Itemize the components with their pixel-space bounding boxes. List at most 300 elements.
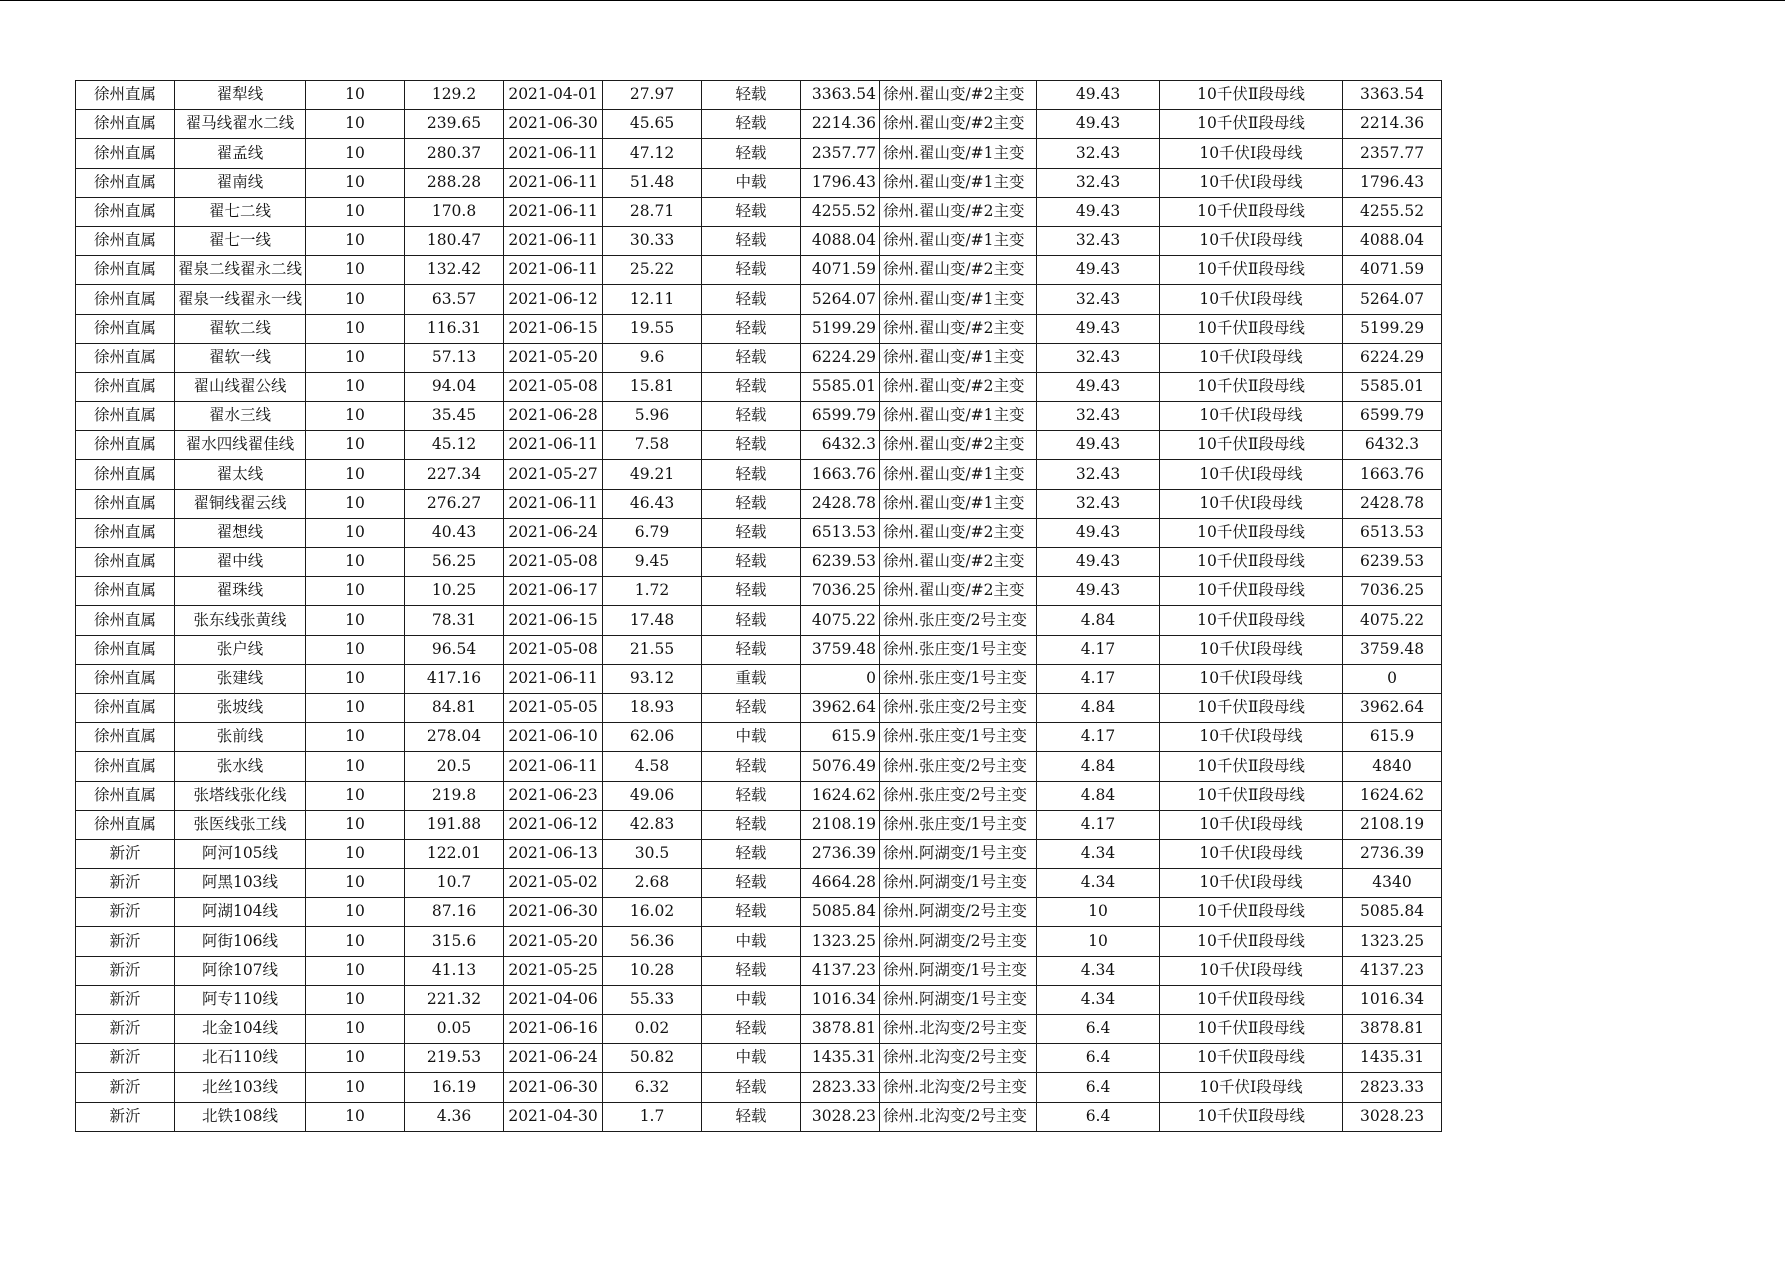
busbar-cell: 10千伏Ⅰ段母线 [1160, 839, 1343, 868]
feeder-name-cell: 翟水三线 [175, 402, 306, 431]
date-cell: 2021-06-30 [504, 1073, 603, 1102]
load-rate-cell: 51.48 [603, 168, 702, 197]
date-cell: 2021-05-08 [504, 372, 603, 401]
feeder-name-cell: 阿徐107线 [175, 956, 306, 985]
load-rate-cell: 62.06 [603, 723, 702, 752]
voltage-cell: 10 [306, 927, 405, 956]
load-rate-cell: 12.11 [603, 285, 702, 314]
load-status-cell: 轻载 [702, 693, 801, 722]
feeder-name-cell: 翟南线 [175, 168, 306, 197]
available-capacity-cell: 6432.3 [801, 431, 880, 460]
voltage-cell: 10 [306, 197, 405, 226]
voltage-cell: 10 [306, 693, 405, 722]
table-row [76, 431, 1442, 460]
feeder-name-cell: 北金104线 [175, 1015, 306, 1044]
substation-transformer-cell: 徐州.翟山变/#2主变 [880, 548, 1037, 577]
table-row [76, 985, 1442, 1014]
table-row [76, 577, 1442, 606]
substation-transformer-cell: 徐州.翟山变/#2主变 [880, 81, 1037, 110]
max-current-cell: 56.25 [405, 548, 504, 577]
busbar-cell: 10千伏Ⅱ段母线 [1160, 372, 1343, 401]
table-row [76, 781, 1442, 810]
max-current-cell: 122.01 [405, 839, 504, 868]
date-cell: 2021-06-16 [504, 1015, 603, 1044]
feeder-name-cell: 阿黑103线 [175, 869, 306, 898]
date-cell: 2021-05-05 [504, 693, 603, 722]
unit-cell: 新沂 [76, 1102, 175, 1131]
substation-transformer-cell: 徐州.张庄变/1号主变 [880, 664, 1037, 693]
table-row [76, 460, 1442, 489]
max-current-cell: 129.2 [405, 81, 504, 110]
table-row [76, 139, 1442, 168]
substation-transformer-cell: 徐州.阿湖变/2号主变 [880, 927, 1037, 956]
unit-cell: 徐州直属 [76, 693, 175, 722]
available-capacity-cell: 5585.01 [801, 372, 880, 401]
substation-transformer-cell: 徐州.翟山变/#2主变 [880, 314, 1037, 343]
feeder-name-cell: 张水线 [175, 752, 306, 781]
available-capacity-cell: 4664.28 [801, 869, 880, 898]
transformer-value-cell: 4.34 [1037, 985, 1160, 1014]
unit-cell: 徐州直属 [76, 810, 175, 839]
max-current-cell: 276.27 [405, 489, 504, 518]
load-status-cell: 轻载 [702, 810, 801, 839]
busbar-cell: 10千伏Ⅰ段母线 [1160, 664, 1343, 693]
unit-cell: 徐州直属 [76, 372, 175, 401]
substation-transformer-cell: 徐州.翟山变/#1主变 [880, 226, 1037, 255]
load-rate-cell: 16.02 [603, 898, 702, 927]
load-rate-cell: 6.79 [603, 518, 702, 547]
date-cell: 2021-06-11 [504, 752, 603, 781]
feeder-name-cell: 北石110线 [175, 1044, 306, 1073]
transformer-value-cell: 49.43 [1037, 314, 1160, 343]
busbar-capacity-cell: 3878.81 [1343, 1015, 1442, 1044]
substation-transformer-cell: 徐州.翟山变/#1主变 [880, 460, 1037, 489]
load-status-cell: 轻载 [702, 518, 801, 547]
table-row [76, 343, 1442, 372]
date-cell: 2021-06-24 [504, 518, 603, 547]
table-row [76, 664, 1442, 693]
transformer-value-cell: 6.4 [1037, 1073, 1160, 1102]
date-cell: 2021-06-11 [504, 664, 603, 693]
load-rate-cell: 49.21 [603, 460, 702, 489]
busbar-capacity-cell: 6513.53 [1343, 518, 1442, 547]
date-cell: 2021-06-23 [504, 781, 603, 810]
transformer-value-cell: 4.84 [1037, 752, 1160, 781]
load-rate-cell: 15.81 [603, 372, 702, 401]
table-row [76, 810, 1442, 839]
busbar-cell: 10千伏Ⅰ段母线 [1160, 723, 1343, 752]
busbar-cell: 10千伏Ⅱ段母线 [1160, 256, 1343, 285]
max-current-cell: 10.7 [405, 869, 504, 898]
busbar-capacity-cell: 4255.52 [1343, 197, 1442, 226]
max-current-cell: 219.53 [405, 1044, 504, 1073]
load-status-cell: 轻载 [702, 1015, 801, 1044]
busbar-cell: 10千伏Ⅱ段母线 [1160, 81, 1343, 110]
busbar-cell: 10千伏Ⅰ段母线 [1160, 168, 1343, 197]
transformer-value-cell: 49.43 [1037, 548, 1160, 577]
load-rate-cell: 2.68 [603, 869, 702, 898]
available-capacity-cell: 615.9 [801, 723, 880, 752]
load-rate-cell: 9.45 [603, 548, 702, 577]
max-current-cell: 87.16 [405, 898, 504, 927]
unit-cell: 徐州直属 [76, 431, 175, 460]
table-row [76, 693, 1442, 722]
table-row [76, 752, 1442, 781]
available-capacity-cell: 2214.36 [801, 110, 880, 139]
table-row [76, 1015, 1442, 1044]
voltage-cell: 10 [306, 168, 405, 197]
load-rate-cell: 21.55 [603, 635, 702, 664]
date-cell: 2021-04-30 [504, 1102, 603, 1131]
feeder-name-cell: 阿河105线 [175, 839, 306, 868]
max-current-cell: 280.37 [405, 139, 504, 168]
busbar-cell: 10千伏Ⅰ段母线 [1160, 285, 1343, 314]
busbar-capacity-cell: 7036.25 [1343, 577, 1442, 606]
feeder-name-cell: 张建线 [175, 664, 306, 693]
date-cell: 2021-06-30 [504, 110, 603, 139]
feeder-name-cell: 北铁108线 [175, 1102, 306, 1131]
date-cell: 2021-05-02 [504, 869, 603, 898]
max-current-cell: 40.43 [405, 518, 504, 547]
busbar-capacity-cell: 5199.29 [1343, 314, 1442, 343]
transformer-value-cell: 4.84 [1037, 606, 1160, 635]
unit-cell: 徐州直属 [76, 606, 175, 635]
available-capacity-cell: 1663.76 [801, 460, 880, 489]
table-row [76, 256, 1442, 285]
available-capacity-cell: 3028.23 [801, 1102, 880, 1131]
max-current-cell: 288.28 [405, 168, 504, 197]
table-row [76, 1102, 1442, 1131]
max-current-cell: 96.54 [405, 635, 504, 664]
available-capacity-cell: 3878.81 [801, 1015, 880, 1044]
transformer-value-cell: 32.43 [1037, 226, 1160, 255]
busbar-cell: 10千伏Ⅰ段母线 [1160, 869, 1343, 898]
busbar-capacity-cell: 2428.78 [1343, 489, 1442, 518]
transformer-value-cell: 6.4 [1037, 1015, 1160, 1044]
substation-transformer-cell: 徐州.翟山变/#2主变 [880, 372, 1037, 401]
table-row [76, 197, 1442, 226]
substation-transformer-cell: 徐州.张庄变/1号主变 [880, 635, 1037, 664]
max-current-cell: 116.31 [405, 314, 504, 343]
max-current-cell: 10.25 [405, 577, 504, 606]
substation-transformer-cell: 徐州.阿湖变/1号主变 [880, 956, 1037, 985]
substation-transformer-cell: 徐州.张庄变/2号主变 [880, 752, 1037, 781]
load-rate-cell: 49.06 [603, 781, 702, 810]
voltage-cell: 10 [306, 723, 405, 752]
date-cell: 2021-04-01 [504, 81, 603, 110]
voltage-cell: 10 [306, 460, 405, 489]
table-row [76, 285, 1442, 314]
voltage-cell: 10 [306, 1073, 405, 1102]
feeder-name-cell: 张坡线 [175, 693, 306, 722]
transformer-value-cell: 32.43 [1037, 402, 1160, 431]
available-capacity-cell: 2108.19 [801, 810, 880, 839]
busbar-cell: 10千伏Ⅱ段母线 [1160, 548, 1343, 577]
load-rate-cell: 0.02 [603, 1015, 702, 1044]
busbar-cell: 10千伏Ⅱ段母线 [1160, 693, 1343, 722]
load-rate-cell: 56.36 [603, 927, 702, 956]
unit-cell: 徐州直属 [76, 489, 175, 518]
available-capacity-cell: 3363.54 [801, 81, 880, 110]
date-cell: 2021-06-24 [504, 1044, 603, 1073]
substation-transformer-cell: 徐州.翟山变/#2主变 [880, 197, 1037, 226]
table-row [76, 927, 1442, 956]
transformer-value-cell: 10 [1037, 927, 1160, 956]
voltage-cell: 10 [306, 869, 405, 898]
busbar-cell: 10千伏Ⅰ段母线 [1160, 810, 1343, 839]
table-row [76, 869, 1442, 898]
transformer-value-cell: 6.4 [1037, 1044, 1160, 1073]
date-cell: 2021-06-15 [504, 314, 603, 343]
date-cell: 2021-06-11 [504, 197, 603, 226]
voltage-cell: 10 [306, 781, 405, 810]
unit-cell: 徐州直属 [76, 314, 175, 343]
load-status-cell: 中载 [702, 927, 801, 956]
busbar-cell: 10千伏Ⅱ段母线 [1160, 1102, 1343, 1131]
table-row [76, 168, 1442, 197]
feeder-name-cell: 翟太线 [175, 460, 306, 489]
max-current-cell: 16.19 [405, 1073, 504, 1102]
busbar-capacity-cell: 5585.01 [1343, 372, 1442, 401]
table-row [76, 1044, 1442, 1073]
load-status-cell: 轻载 [702, 606, 801, 635]
substation-transformer-cell: 徐州.张庄变/2号主变 [880, 606, 1037, 635]
max-current-cell: 45.12 [405, 431, 504, 460]
max-current-cell: 57.13 [405, 343, 504, 372]
load-rate-cell: 55.33 [603, 985, 702, 1014]
date-cell: 2021-06-30 [504, 898, 603, 927]
table-row [76, 489, 1442, 518]
voltage-cell: 10 [306, 226, 405, 255]
date-cell: 2021-06-17 [504, 577, 603, 606]
table-row [76, 314, 1442, 343]
busbar-capacity-cell: 4071.59 [1343, 256, 1442, 285]
available-capacity-cell: 6513.53 [801, 518, 880, 547]
load-rate-cell: 10.28 [603, 956, 702, 985]
busbar-capacity-cell: 6599.79 [1343, 402, 1442, 431]
unit-cell: 徐州直属 [76, 226, 175, 255]
voltage-cell: 10 [306, 898, 405, 927]
date-cell: 2021-06-11 [504, 168, 603, 197]
busbar-cell: 10千伏Ⅱ段母线 [1160, 985, 1343, 1014]
voltage-cell: 10 [306, 985, 405, 1014]
busbar-capacity-cell: 3028.23 [1343, 1102, 1442, 1131]
unit-cell: 新沂 [76, 839, 175, 868]
transformer-value-cell: 10 [1037, 898, 1160, 927]
busbar-cell: 10千伏Ⅱ段母线 [1160, 781, 1343, 810]
unit-cell: 徐州直属 [76, 548, 175, 577]
feeder-name-cell: 翟软二线 [175, 314, 306, 343]
voltage-cell: 10 [306, 956, 405, 985]
transformer-value-cell: 49.43 [1037, 518, 1160, 547]
date-cell: 2021-06-12 [504, 810, 603, 839]
date-cell: 2021-05-08 [504, 635, 603, 664]
feeder-name-cell: 阿街106线 [175, 927, 306, 956]
busbar-capacity-cell: 1796.43 [1343, 168, 1442, 197]
voltage-cell: 10 [306, 256, 405, 285]
date-cell: 2021-06-11 [504, 256, 603, 285]
busbar-cell: 10千伏Ⅱ段母线 [1160, 1044, 1343, 1073]
unit-cell: 新沂 [76, 1015, 175, 1044]
substation-transformer-cell: 徐州.北沟变/2号主变 [880, 1044, 1037, 1073]
substation-transformer-cell: 徐州.阿湖变/2号主变 [880, 898, 1037, 927]
transformer-value-cell: 32.43 [1037, 285, 1160, 314]
substation-transformer-cell: 徐州.张庄变/1号主变 [880, 810, 1037, 839]
feeder-name-cell: 张医线张工线 [175, 810, 306, 839]
load-rate-cell: 1.7 [603, 1102, 702, 1131]
load-rate-cell: 25.22 [603, 256, 702, 285]
transformer-value-cell: 4.84 [1037, 781, 1160, 810]
transformer-value-cell: 4.17 [1037, 810, 1160, 839]
load-status-cell: 轻载 [702, 752, 801, 781]
table-row [76, 226, 1442, 255]
max-current-cell: 170.8 [405, 197, 504, 226]
available-capacity-cell: 4088.04 [801, 226, 880, 255]
substation-transformer-cell: 徐州.张庄变/2号主变 [880, 781, 1037, 810]
date-cell: 2021-06-15 [504, 606, 603, 635]
load-status-cell: 中载 [702, 985, 801, 1014]
load-status-cell: 轻载 [702, 839, 801, 868]
substation-transformer-cell: 徐州.翟山变/#2主变 [880, 110, 1037, 139]
transformer-value-cell: 49.43 [1037, 197, 1160, 226]
busbar-capacity-cell: 3759.48 [1343, 635, 1442, 664]
substation-transformer-cell: 徐州.翟山变/#2主变 [880, 431, 1037, 460]
voltage-cell: 10 [306, 489, 405, 518]
max-current-cell: 20.5 [405, 752, 504, 781]
substation-transformer-cell: 徐州.阿湖变/1号主变 [880, 839, 1037, 868]
load-rate-cell: 27.97 [603, 81, 702, 110]
load-status-cell: 轻载 [702, 956, 801, 985]
table-row [76, 372, 1442, 401]
available-capacity-cell: 5076.49 [801, 752, 880, 781]
feeder-load-table [75, 80, 1442, 1132]
date-cell: 2021-06-11 [504, 139, 603, 168]
busbar-capacity-cell: 1624.62 [1343, 781, 1442, 810]
load-rate-cell: 17.48 [603, 606, 702, 635]
busbar-capacity-cell: 1323.25 [1343, 927, 1442, 956]
busbar-cell: 10千伏Ⅰ段母线 [1160, 1073, 1343, 1102]
available-capacity-cell: 1435.31 [801, 1044, 880, 1073]
busbar-capacity-cell: 6432.3 [1343, 431, 1442, 460]
busbar-cell: 10千伏Ⅱ段母线 [1160, 431, 1343, 460]
table-row [76, 1073, 1442, 1102]
load-rate-cell: 46.43 [603, 489, 702, 518]
max-current-cell: 315.6 [405, 927, 504, 956]
feeder-name-cell: 翟中线 [175, 548, 306, 577]
busbar-capacity-cell: 5264.07 [1343, 285, 1442, 314]
table-row [76, 606, 1442, 635]
voltage-cell: 10 [306, 1015, 405, 1044]
available-capacity-cell: 1796.43 [801, 168, 880, 197]
unit-cell: 徐州直属 [76, 197, 175, 226]
available-capacity-cell: 1624.62 [801, 781, 880, 810]
voltage-cell: 10 [306, 139, 405, 168]
max-current-cell: 94.04 [405, 372, 504, 401]
voltage-cell: 10 [306, 402, 405, 431]
unit-cell: 新沂 [76, 985, 175, 1014]
unit-cell: 徐州直属 [76, 402, 175, 431]
load-status-cell: 中载 [702, 1044, 801, 1073]
transformer-value-cell: 49.43 [1037, 256, 1160, 285]
load-status-cell: 轻载 [702, 110, 801, 139]
feeder-name-cell: 张塔线张化线 [175, 781, 306, 810]
load-status-cell: 轻载 [702, 635, 801, 664]
busbar-capacity-cell: 4075.22 [1343, 606, 1442, 635]
voltage-cell: 10 [306, 431, 405, 460]
feeder-name-cell: 阿湖104线 [175, 898, 306, 927]
max-current-cell: 35.45 [405, 402, 504, 431]
table-row [76, 81, 1442, 110]
feeder-name-cell: 阿专110线 [175, 985, 306, 1014]
load-rate-cell: 45.65 [603, 110, 702, 139]
available-capacity-cell: 2736.39 [801, 839, 880, 868]
busbar-capacity-cell: 3363.54 [1343, 81, 1442, 110]
load-status-cell: 轻载 [702, 285, 801, 314]
unit-cell: 新沂 [76, 1044, 175, 1073]
load-status-cell: 轻载 [702, 314, 801, 343]
load-status-cell: 轻载 [702, 81, 801, 110]
feeder-name-cell: 张户线 [175, 635, 306, 664]
substation-transformer-cell: 徐州.翟山变/#1主变 [880, 285, 1037, 314]
voltage-cell: 10 [306, 635, 405, 664]
voltage-cell: 10 [306, 606, 405, 635]
voltage-cell: 10 [306, 110, 405, 139]
transformer-value-cell: 4.17 [1037, 664, 1160, 693]
voltage-cell: 10 [306, 372, 405, 401]
feeder-name-cell: 翟泉一线翟永一线 [175, 285, 306, 314]
voltage-cell: 10 [306, 81, 405, 110]
load-status-cell: 轻载 [702, 489, 801, 518]
max-current-cell: 63.57 [405, 285, 504, 314]
feeder-name-cell: 翟山线翟公线 [175, 372, 306, 401]
busbar-cell: 10千伏Ⅰ段母线 [1160, 402, 1343, 431]
busbar-cell: 10千伏Ⅱ段母线 [1160, 752, 1343, 781]
load-status-cell: 轻载 [702, 898, 801, 927]
feeder-name-cell: 翟犁线 [175, 81, 306, 110]
transformer-value-cell: 4.17 [1037, 635, 1160, 664]
voltage-cell: 10 [306, 285, 405, 314]
feeder-name-cell: 翟七二线 [175, 197, 306, 226]
feeder-name-cell: 翟软一线 [175, 343, 306, 372]
unit-cell: 徐州直属 [76, 635, 175, 664]
max-current-cell: 78.31 [405, 606, 504, 635]
transformer-value-cell: 32.43 [1037, 489, 1160, 518]
transformer-value-cell: 6.4 [1037, 1102, 1160, 1131]
transformer-value-cell: 49.43 [1037, 81, 1160, 110]
voltage-cell: 10 [306, 518, 405, 547]
load-rate-cell: 4.58 [603, 752, 702, 781]
transformer-value-cell: 32.43 [1037, 343, 1160, 372]
load-status-cell: 轻载 [702, 226, 801, 255]
unit-cell: 徐州直属 [76, 139, 175, 168]
available-capacity-cell: 6224.29 [801, 343, 880, 372]
max-current-cell: 132.42 [405, 256, 504, 285]
busbar-capacity-cell: 5085.84 [1343, 898, 1442, 927]
load-status-cell: 轻载 [702, 1102, 801, 1131]
busbar-cell: 10千伏Ⅰ段母线 [1160, 226, 1343, 255]
available-capacity-cell: 4255.52 [801, 197, 880, 226]
load-status-cell: 重载 [702, 664, 801, 693]
table-row [76, 518, 1442, 547]
max-current-cell: 84.81 [405, 693, 504, 722]
feeder-name-cell: 翟珠线 [175, 577, 306, 606]
available-capacity-cell: 3962.64 [801, 693, 880, 722]
max-current-cell: 0.05 [405, 1015, 504, 1044]
max-current-cell: 219.8 [405, 781, 504, 810]
busbar-capacity-cell: 2214.36 [1343, 110, 1442, 139]
available-capacity-cell: 5085.84 [801, 898, 880, 927]
unit-cell: 徐州直属 [76, 168, 175, 197]
